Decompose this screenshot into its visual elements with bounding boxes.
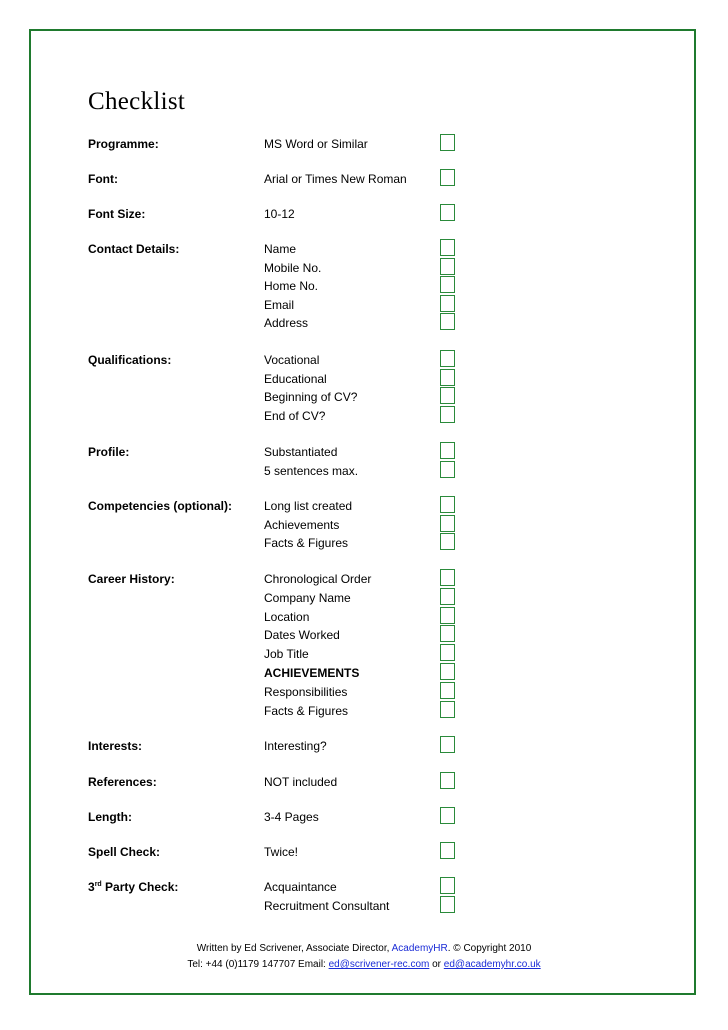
checkbox[interactable]	[440, 842, 455, 859]
checklist-item: Educational	[264, 371, 327, 386]
checklist-item: MS Word or Similar	[264, 137, 368, 151]
checklist-item: Address	[264, 316, 309, 331]
checklist-item: Email	[264, 297, 295, 312]
checklist-item: Name	[264, 242, 297, 256]
checkbox[interactable]	[440, 258, 455, 275]
section-label: Interests:	[88, 739, 143, 753]
checklist-item: Responsibilities	[264, 684, 348, 699]
section-label: Font Size:	[88, 207, 146, 221]
checkbox[interactable]	[440, 496, 455, 513]
checklist-item: Twice!	[264, 845, 299, 859]
checkbox[interactable]	[440, 896, 455, 913]
checkbox[interactable]	[440, 625, 455, 642]
checklist-item: Recruitment Consultant	[264, 898, 390, 913]
checkbox[interactable]	[440, 406, 455, 423]
checklist-item: ACHIEVEMENTS	[264, 666, 360, 680]
checkbox[interactable]	[440, 134, 455, 151]
section-label: Competencies (optional):	[88, 499, 233, 513]
page-title: Checklist	[88, 88, 186, 115]
checkbox[interactable]	[440, 701, 455, 718]
checkbox[interactable]	[440, 169, 455, 186]
checklist-item: Arial or Times New Roman	[264, 172, 407, 186]
checklist-item: NOT included	[264, 775, 338, 789]
checklist-item: 10-12	[264, 207, 295, 221]
checklist-item: 3-4 Pages	[264, 810, 319, 824]
checkbox[interactable]	[440, 772, 455, 789]
checkbox[interactable]	[440, 736, 455, 753]
checkbox[interactable]	[440, 663, 455, 680]
checkbox[interactable]	[440, 387, 455, 404]
section-label: Career History:	[88, 572, 175, 586]
checkbox[interactable]	[440, 807, 455, 824]
checklist-item: Long list created	[264, 499, 353, 513]
section-label: Spell Check:	[88, 845, 161, 859]
section-label: Programme:	[88, 137, 159, 151]
checkbox[interactable]	[440, 350, 455, 367]
section-label: Contact Details:	[88, 242, 180, 256]
checkbox[interactable]	[440, 239, 455, 256]
checkbox[interactable]	[440, 369, 455, 386]
checklist-item: Substantiated	[264, 445, 338, 459]
checkbox[interactable]	[440, 204, 455, 221]
checkbox[interactable]	[440, 588, 455, 605]
checklist-item: Beginning of CV?	[264, 390, 358, 405]
checkbox[interactable]	[440, 533, 455, 550]
checklist-item: Facts & Figures	[264, 536, 349, 551]
checkbox[interactable]	[440, 276, 455, 293]
email-link-scrivener[interactable]: ed@scrivener-rec.com	[328, 959, 430, 970]
section-label: Font:	[88, 172, 118, 186]
checklist-item: Chronological Order	[264, 572, 372, 586]
checkbox[interactable]	[440, 569, 455, 586]
section-label: Length:	[88, 810, 132, 824]
checkbox[interactable]	[440, 295, 455, 312]
checklist-item: Mobile No.	[264, 260, 322, 275]
checklist-item: End of CV?	[264, 408, 326, 423]
checkbox[interactable]	[440, 515, 455, 532]
checkbox[interactable]	[440, 313, 455, 330]
checkbox[interactable]	[440, 607, 455, 624]
checklist-item: Job Title	[264, 647, 309, 662]
checkbox[interactable]	[440, 442, 455, 459]
checklist-item: Acquaintance	[264, 880, 337, 894]
checkbox[interactable]	[440, 682, 455, 699]
checklist-item: Company Name	[264, 590, 351, 605]
footer-contact: Tel: +44 (0)1179 147707 Email: ed@scrivener-rec.com or ed@academyhr.co.uk	[187, 959, 541, 970]
section-label: Profile:	[88, 445, 130, 459]
footer-credits: Written by Ed Scrivener, Associate Director, AcademyHR. © Copyright 2010	[196, 943, 532, 954]
checklist-item: Home No.	[264, 279, 319, 294]
section-label: References:	[88, 775, 157, 789]
checkbox[interactable]	[440, 644, 455, 661]
checkbox[interactable]	[440, 877, 455, 894]
checklist-item: 5 sentences max.	[264, 463, 359, 478]
checklist-item: Location	[264, 609, 310, 624]
checkbox[interactable]	[440, 461, 455, 478]
checklist-item: Achievements	[264, 517, 340, 532]
checklist-item: Interesting?	[264, 739, 327, 753]
checklist-item: Facts & Figures	[264, 703, 349, 718]
section-label: Qualifications:	[88, 353, 172, 367]
email-link-academyhr[interactable]: ed@academyhr.co.uk	[443, 959, 541, 970]
checklist-item: Vocational	[264, 353, 320, 367]
section-label: 3rd Party Check:	[88, 880, 179, 894]
academyhr-link[interactable]: AcademyHR	[391, 943, 448, 954]
checklist-item: Dates Worked	[264, 628, 340, 643]
